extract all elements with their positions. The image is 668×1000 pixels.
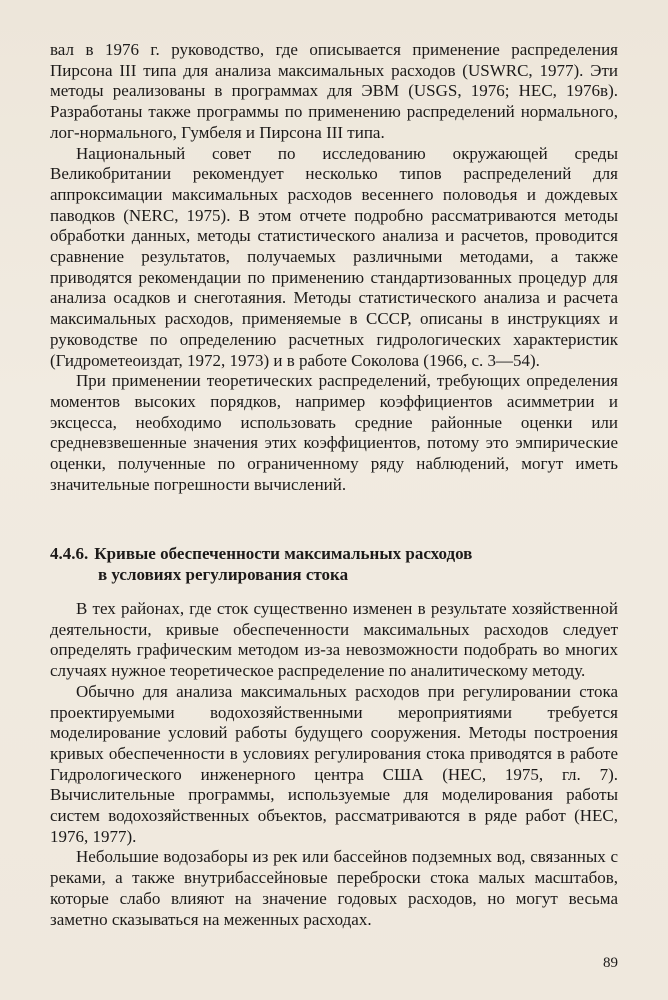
paragraph-continued: вал в 1976 г. руководство, где описывается применение распределения Пирсона III типа для анализа максимальных расходов (USWRC, 1977). Эти методы реализованы в программах для ЭВМ (USGS, 1976; HEC, 1976в). Разработаны также программы по применению распределений нормального, лог-нормального, Гумбеля и Пирсона III типа. <box>50 40 618 142</box>
paragraph-nerc: Национальный совет по исследованию окружающей среды Великобритании рекомендует несколько типов распределений для аппроксимации максимальных расходов весеннего половодья и дождевых паводков (NERC, 1975). В этом отчете подробно рассматриваются методы обработки данных, методы статистического анализа и расчетов, проводится сравнение результатов, получаемых различными методами, а также приводятся рекомендации по применению стандартизованных процедур для анализа осадков и снеготаяния. Методы статистического анализа и расчета максимальных расходов, применяемые в СССР, описаны в инструкциях и руководстве по определению расчетных гидрологических характеристик (Гидрометеоиздат, 1972, 1973) и в работе Соколова (1966, с. 3—54). <box>50 143 618 370</box>
section-heading <box>50 544 618 585</box>
body-text-top <box>50 40 618 495</box>
page-number: 89 <box>603 955 618 971</box>
section-title-line2: в условиях регулирования стока <box>98 564 349 584</box>
paragraph-small-water-intakes: Небольшие водозаборы из рек или бассейнов подземных вод, связанных с реками, а также внутрибассейновые переброски стока малых масштабов, которые слабо влияют на значение годовых расходов, но могут весьма заметно сказываться на меженных расходах. <box>50 847 618 929</box>
body-text-bottom <box>50 599 618 930</box>
paragraph-regulation-modeling: Обычно для анализа максимальных расходов при регулировании стока проектируемыми водохозяйственными мероприятиями требуется моделирование условий работы будущего сооружения. Методы построения кривых обеспеченности в условиях регулирования стока приводятся в работе Гидрологического инженерного центра США (HEC, 1975, гл. 7). Вычислительные программы, используемые для моделирования работы систем водохозяйственных объектов, рассматриваются в ряде работ (HEC, 1976, 1977). <box>50 681 618 846</box>
section-title-line1: Кривые обеспеченности максимальных расходов <box>94 544 473 563</box>
paragraph-graphical-method: В тех районах, где сток существенно изменен в результате хозяйственной деятельности, кривые обеспеченности максимальных расходов следует определять графическим методом из-за невозможности подобрать во многих случаях нужное теоретическое распределение по аналитическому методу. <box>50 599 618 681</box>
paragraph-theoretical-distributions: При применении теоретических распределений, требующих определения моментов высоких порядков, например коэффициентов асимметрии и эксцесса, необходимо использовать средние районные оценки или средневзвешенные значения этих коэффициентов, потому это эмпирические оценки, полученные по ограниченному ряду наблюдений, могут иметь значительные погрешности вычислений. <box>50 371 618 494</box>
section-number: 4.4.6. <box>50 544 89 563</box>
